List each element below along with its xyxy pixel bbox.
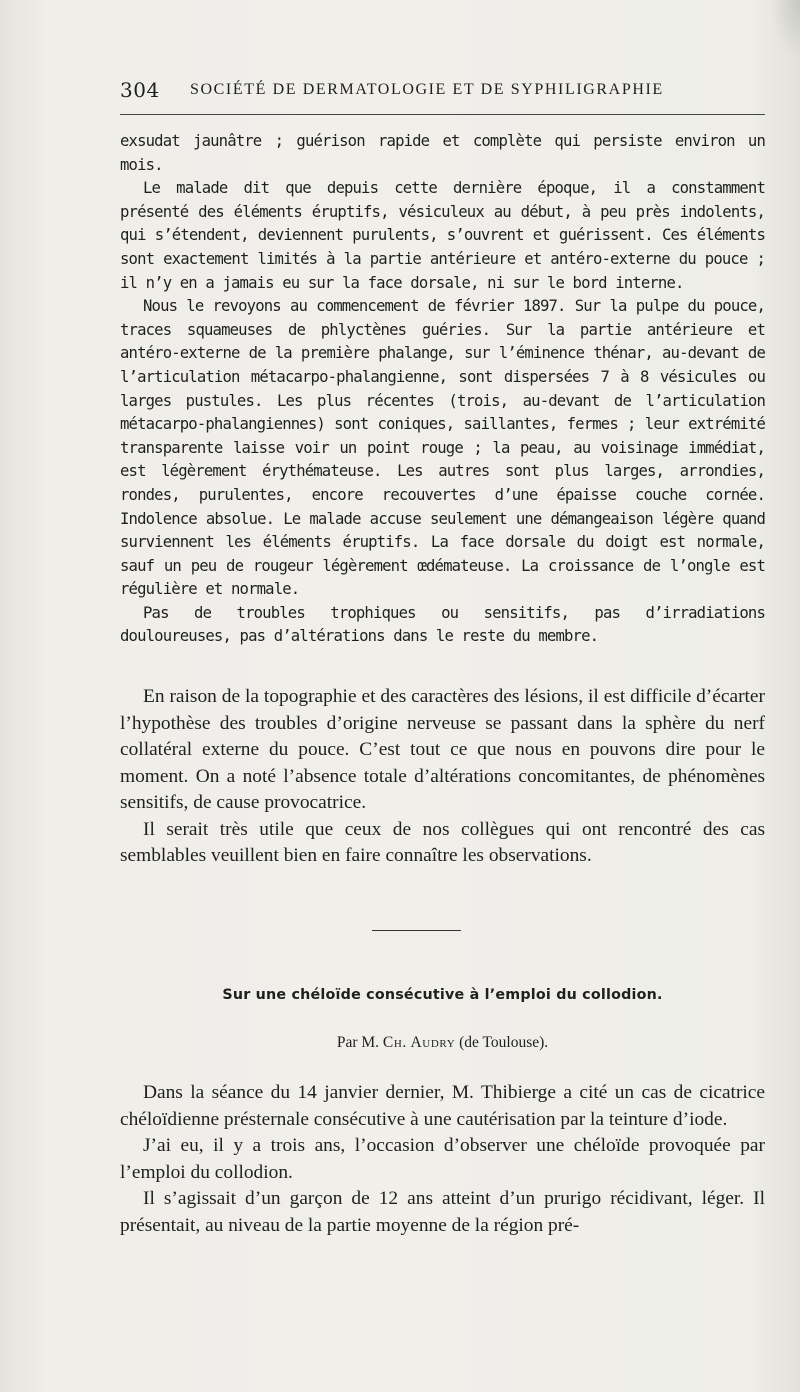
page-corner-smudge (770, 0, 800, 60)
author-name: Ch. Audry (382, 1034, 456, 1051)
paragraph: Le malade dit que depuis cette dernière époque, il a constamment présenté des éléments éruptifs, vésiculeux au début, à peu près indolents, qui s’étendent, deviennent purulents, s’ouvrent et guérissent. Ces éléments sont exactement limités à la partie antérieure et antéro-externe du pouce ; il n’y en a jamais eu sur la face dorsale, ni sur le bord interne. (120, 179, 765, 292)
article-title: Sur une chéloïde consécutive à l’emploi du collodion. (222, 987, 663, 1003)
byline-prefix: Par M. (336, 1034, 380, 1051)
paragraph: J’ai eu, il y a trois ans, l’occasion d’observer une chéloïde provoquée par l’emploi du collodion. (120, 1135, 765, 1183)
page-number: 304 (120, 78, 160, 102)
paragraph: Il serait très utile que ceux de nos collègues qui ont rencontré des cas semblables veuillent bien en faire connaître les observations. (120, 818, 765, 866)
author-affiliation: (de Toulouse). (459, 1034, 549, 1051)
paragraph: Pas de troubles trophiques ou sensitifs, pas d’irradiations douloureuses, pas d’altérations dans le reste du membre. (120, 603, 765, 646)
paragraph: Il s’agissait d’un garçon de 12 ans atteint d’un prurigo récidivant, léger. Il présentait, au niveau de la partie moyenne de la région pré- (120, 1188, 765, 1236)
conclusion-text (120, 684, 765, 870)
header-rule (120, 114, 765, 115)
paragraph: En raison de la topographie et des caractères des lésions, il est difficile d’écarter l’hypothèse des troubles d’origine nerveuse se passant dans la sphère du nerf collatéral externe du pouce. C’est tout ce que nous en pouvons dire pour le moment. On a noté l’absence totale d’altérations concomitantes, de phénomènes sensitifs, de cause provocatrice. (120, 686, 765, 813)
section-divider (372, 930, 461, 931)
article-body (120, 1080, 765, 1239)
case-report-text (120, 130, 765, 649)
paragraph: Nous le revoyons au commencement de février 1897. Sur la pulpe du pouce, traces squameuses de phlyctènes guéries. Sur la partie antérieure et antéro-externe de la première phalange, sur l’éminence thénar, au-devant de l’articulation métacarpo-phalangienne, sont dispersées 7 à 8 vésicules ou larges pustules. Les plus récentes (trois, au-devant de l’articulation métacarpo-phalangiennes) sont coniques, saillantes, fermes ; leur extrémité transparente laisse voir un point rouge ; la peau, au voisinage immédiat, est légèrement érythémateuse. Les autres sont plus larges, arrondies, rondes, purulentes, encore recouvertes d’une épaisse couche cornée. Indolence absolue. Le malade accuse seulement une démangeaison légère quand surviennent les éléments éruptifs. La face dorsale du doigt est normale, sauf un peu de rougeur légèrement œdémateuse. La croissance de l’ongle est régulière et normale. (120, 297, 765, 599)
running-head: SOCIÉTÉ DE DERMATOLOGIE ET DE SYPHILIGRAPHIE (190, 81, 664, 98)
paragraph: exsudat jaunâtre ; guérison rapide et complète qui persiste environ un mois. (120, 132, 765, 174)
byline (120, 1034, 765, 1052)
page-header (120, 78, 765, 104)
paragraph: Dans la séance du 14 janvier dernier, M. Thibierge a cité un cas de cicatrice chéloïdienne présternale consécutive à une cautérisation par la teinture d’iode. (120, 1082, 765, 1130)
